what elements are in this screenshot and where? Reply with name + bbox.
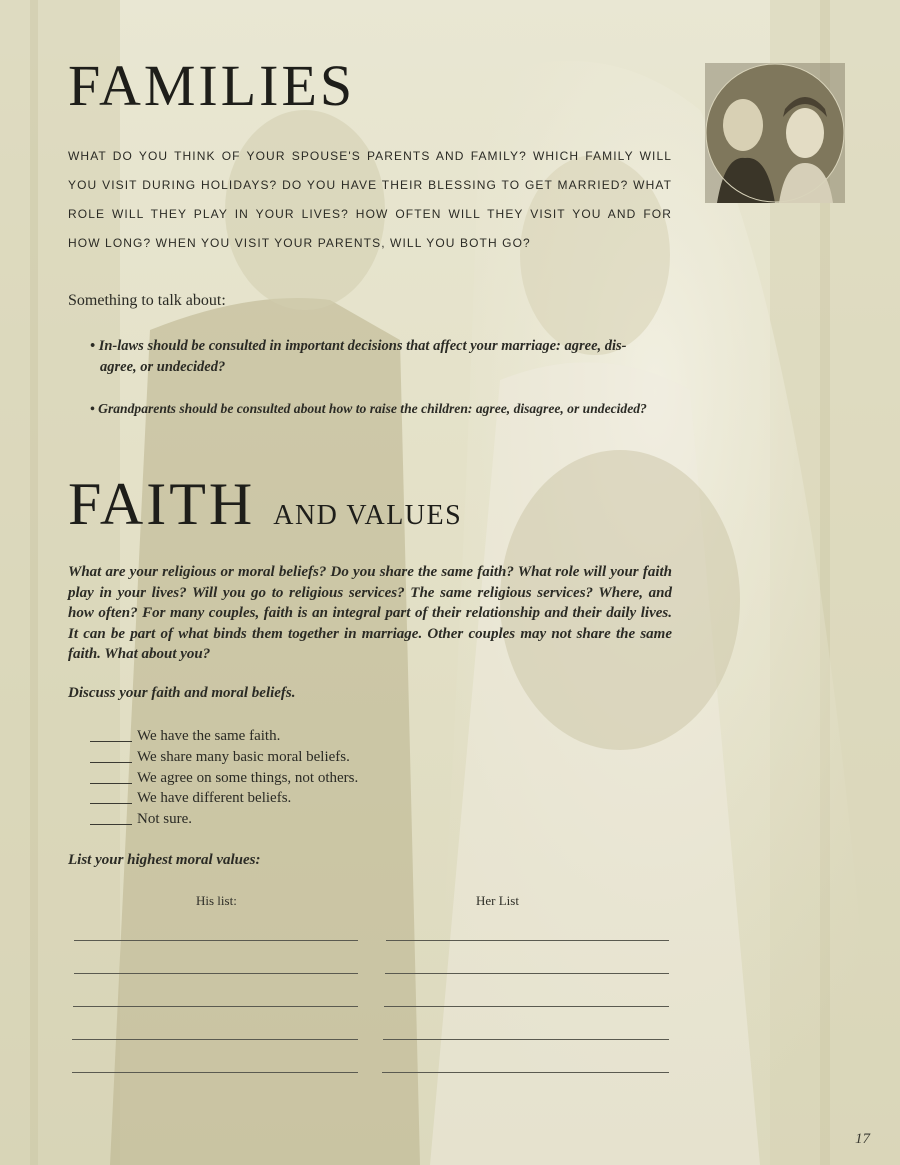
faith-heading-sub: AND VALUES — [273, 500, 463, 531]
his-list-line[interactable] — [74, 940, 358, 941]
discuss-beliefs-label: Discuss your faith and moral beliefs. — [68, 685, 296, 701]
her-list-line[interactable] — [382, 1072, 669, 1073]
answer-blank[interactable] — [90, 748, 132, 763]
bullet-grandparents: • Grandparents should be consulted about how to raise the children: agree, disagree, or undecided? — [90, 401, 647, 416]
her-list-line[interactable] — [386, 940, 669, 941]
checklist-item — [90, 768, 358, 789]
her-list-label: Her List — [476, 893, 519, 908]
bullet-in-laws-line2: agree, or undecided? — [100, 359, 226, 375]
beliefs-checklist — [90, 726, 358, 830]
families-heading: FAMILIES — [68, 53, 356, 118]
checklist-item-label: We agree on some things, not others. — [137, 769, 359, 786]
his-list-line[interactable] — [72, 1039, 358, 1040]
checklist-item — [90, 809, 358, 830]
couple-portrait-inset — [705, 63, 845, 203]
page-number: 17 — [855, 1131, 870, 1147]
moral-values-label: List your highest moral values: — [68, 852, 261, 868]
answer-blank[interactable] — [90, 727, 132, 742]
his-list-line[interactable] — [74, 973, 358, 974]
answer-blank[interactable] — [90, 789, 132, 804]
her-list-line[interactable] — [385, 973, 669, 974]
her-list-line[interactable] — [383, 1039, 669, 1040]
talk-about-label: Something to talk about: — [68, 292, 226, 309]
faith-intro-questions: What are your religious or moral beliefs? Do you share the same faith? What role will your faith play in your lives? Will you go to religious services? The same religious services? Where, and how often? For many couples, faith is an integral part of their relationship and their daily lives. It can be part of what binds them together in marriage. Other couples may not share the same faith. What about you? — [68, 564, 672, 662]
his-list-line[interactable] — [73, 1006, 358, 1007]
bullet-in-laws — [90, 336, 674, 378]
answer-blank[interactable] — [90, 769, 132, 784]
her-list-line[interactable] — [384, 1006, 669, 1007]
checklist-item-label: We share many basic moral beliefs. — [137, 748, 350, 765]
his-list-line[interactable] — [72, 1072, 358, 1073]
checklist-item — [90, 747, 358, 768]
checklist-item — [90, 788, 358, 809]
answer-blank[interactable] — [90, 810, 132, 825]
checklist-item — [90, 726, 358, 747]
families-intro-questions: WHAT DO YOU THINK OF YOUR SPOUSE'S PARENTS AND FAMILY? WHICH FAMILY WILL YOU VISIT DURING HOLIDAYS? DO YOU HAVE THEIR BLESSING TO GET MARRIED? WHAT ROLE WILL THEY PLAY IN YOUR LIVES? HOW OFTEN WILL THEY VISIT YOU AND FOR HOW LONG? WHEN YOU VISIT YOUR PARENTS, WILL YOU BOTH GO? — [68, 149, 672, 250]
checklist-item-label: We have different beliefs. — [137, 790, 292, 807]
his-list-label: His list: — [196, 893, 237, 908]
bullet-in-laws-line1: • In-laws should be consulted in important decisions that affect your marriage: agree, dis- — [90, 338, 627, 354]
checklist-item-label: We have the same faith. — [137, 728, 281, 744]
checklist-item-label: Not sure. — [137, 811, 192, 828]
faith-heading-main: FAITH — [68, 471, 256, 537]
faith-heading — [68, 470, 462, 539]
